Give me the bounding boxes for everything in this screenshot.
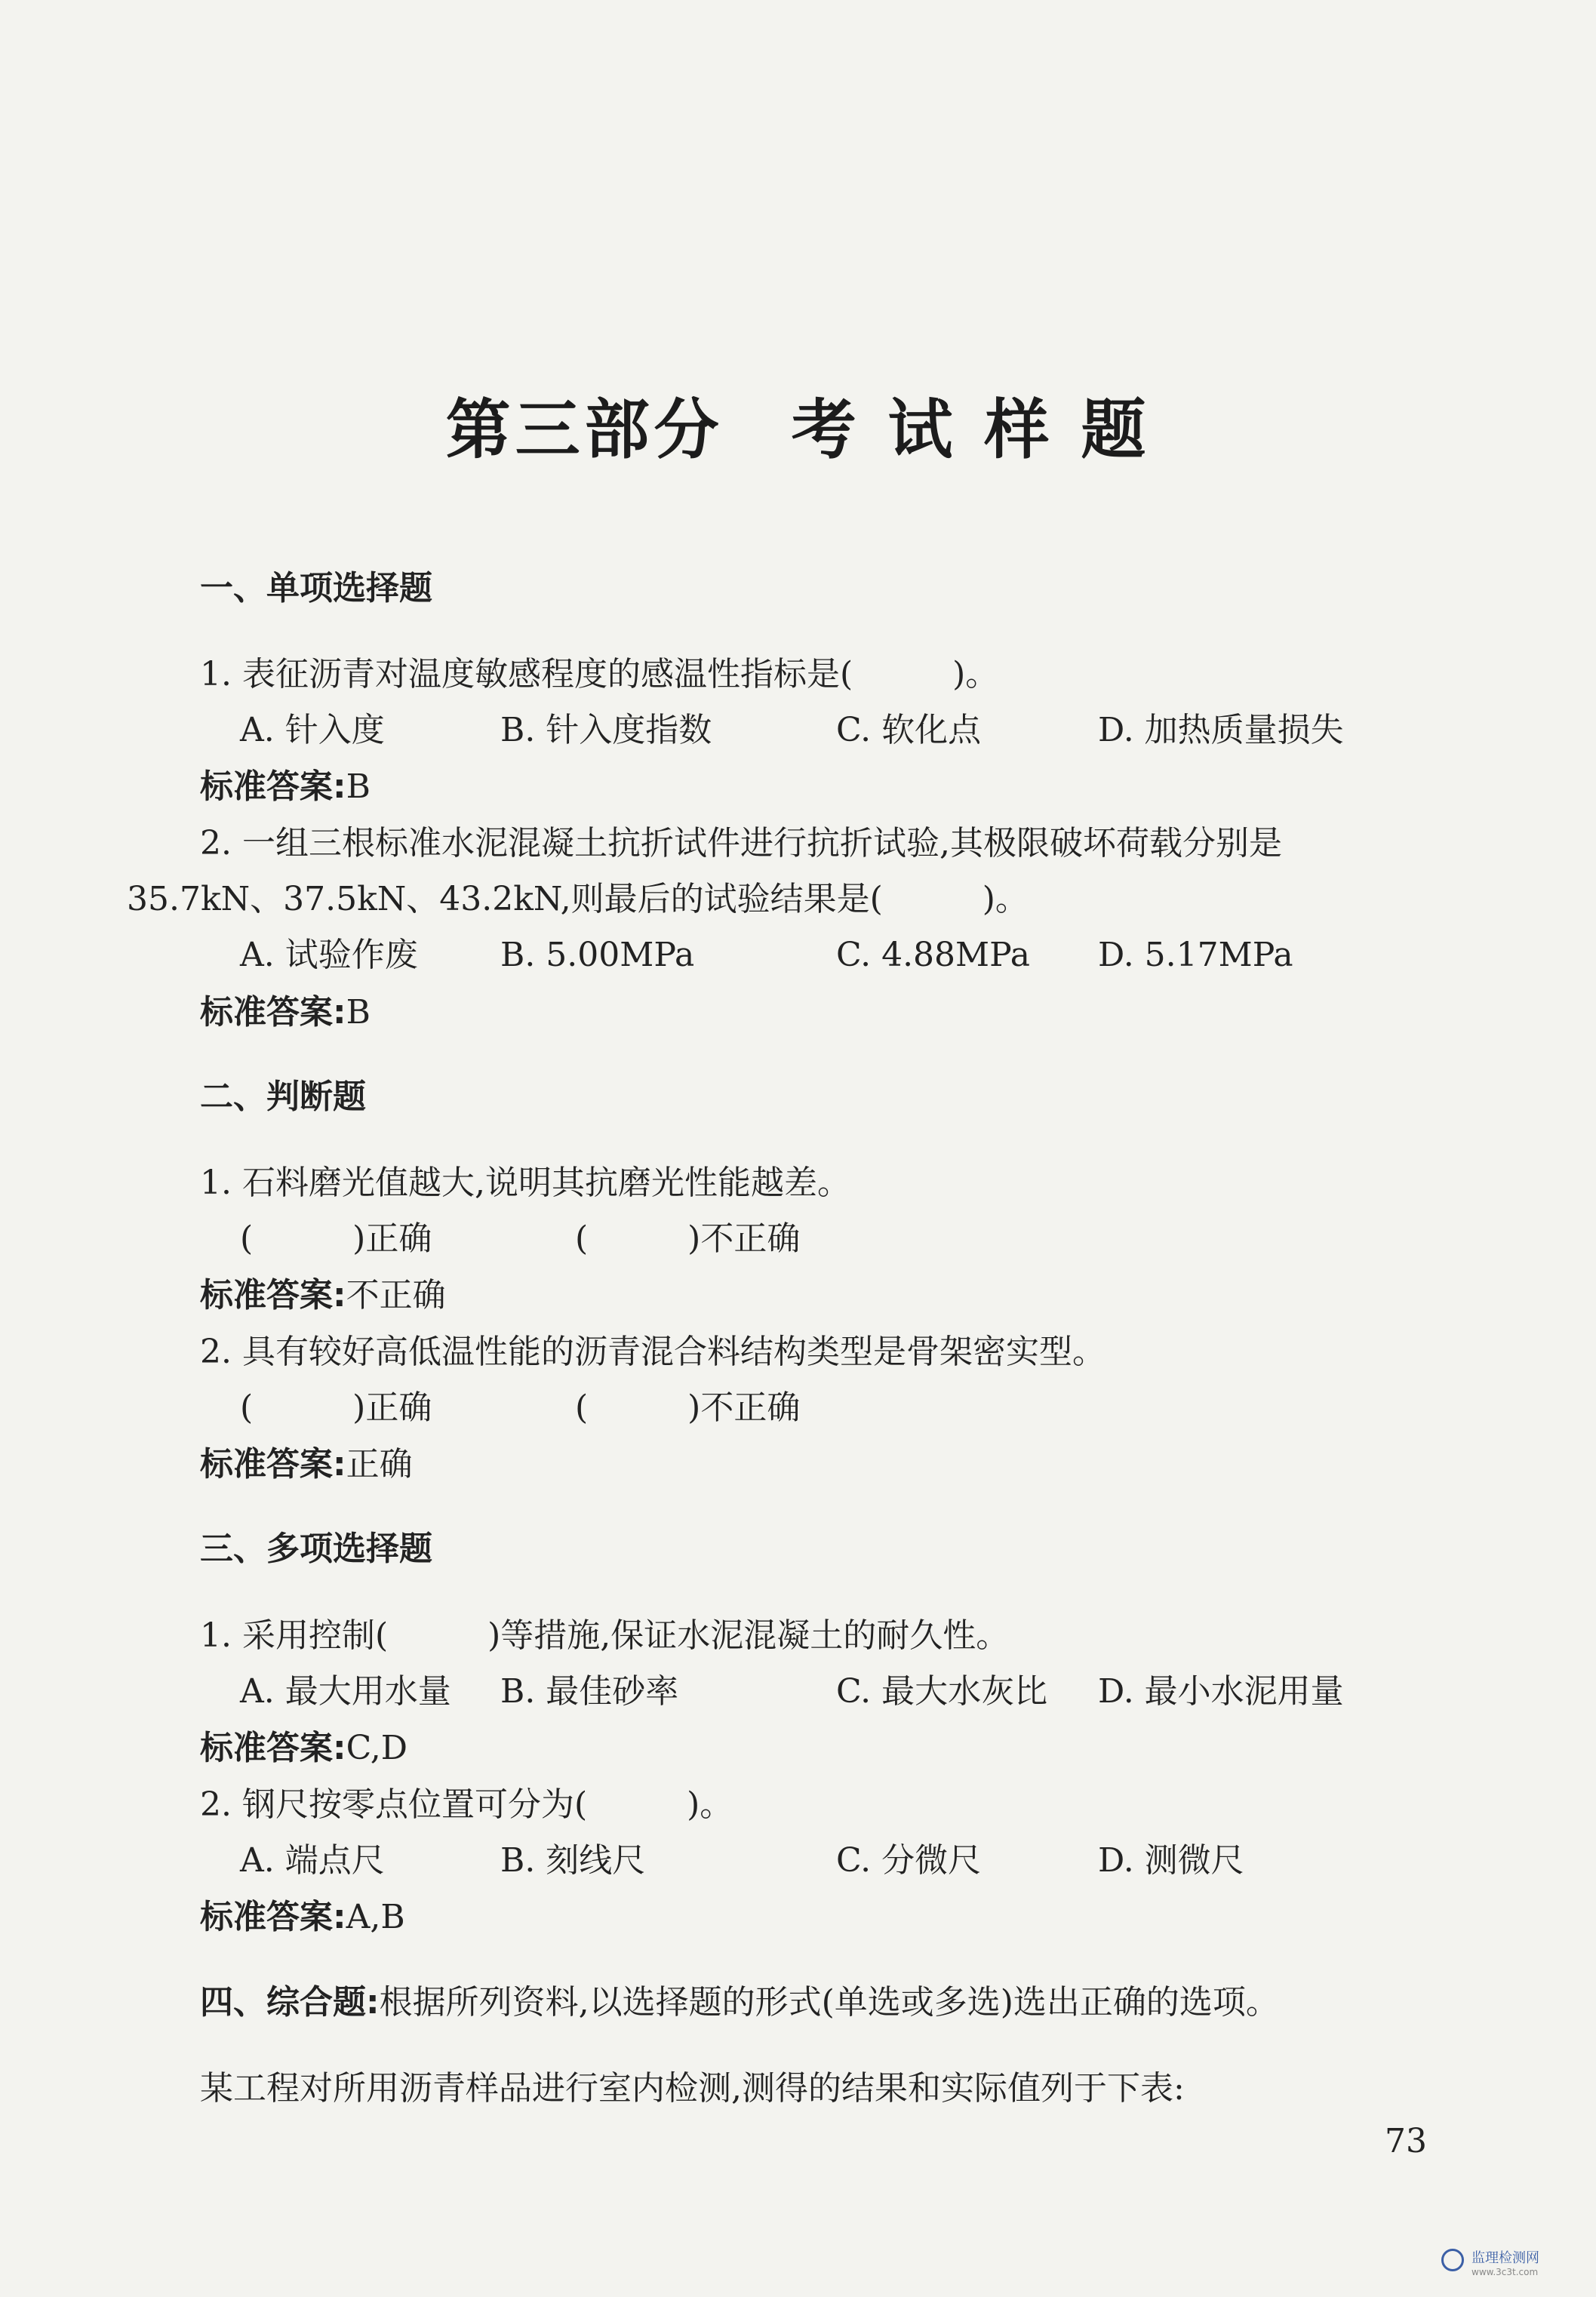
option-incorrect: ( )不正确 (575, 1388, 801, 1427)
answer-line (200, 1896, 405, 1939)
option-d: D. 最小水泥用量 (1098, 1672, 1344, 1711)
option-c: C. 4.88MPa (836, 936, 1030, 974)
option-a: A. 试验作废 (240, 936, 418, 974)
answer-line (200, 766, 371, 808)
page-title (0, 377, 1596, 471)
answer-label: 标准答案: (200, 1445, 346, 1484)
watermark-text: 监理检测网 (1471, 2250, 1539, 2266)
answer-label: 标准答案: (200, 1729, 346, 1767)
option-a: A. 最大用水量 (240, 1672, 451, 1711)
option-a: A. 端点尺 (240, 1841, 385, 1880)
answer-value: B (346, 993, 371, 1032)
question-text-continued: 35.7kN、37.5kN、43.2kN,则最后的试验结果是( )。 (127, 880, 1029, 918)
option-correct: ( )正确 (240, 1219, 432, 1258)
answer-label: 标准答案: (200, 1898, 346, 1936)
part-label: 第三部分 (445, 392, 724, 468)
option-d: D. 测微尺 (1098, 1841, 1244, 1880)
question-text: 1. 表征沥青对温度敏感程度的感温性指标是( )。 (200, 655, 999, 693)
answer-line (200, 992, 371, 1034)
option-b: B. 针入度指数 (500, 711, 712, 749)
section-heading-comprehensive (200, 1982, 1279, 2024)
watermark-url: www.3c3t.com (1471, 2267, 1539, 2277)
answer-value: B (346, 767, 371, 806)
question-text: 1. 采用控制( )等措施,保证水泥混凝土的耐久性。 (200, 1616, 1010, 1655)
question-text: 1. 石料磨光值越大,说明其抗磨光性能越差。 (200, 1164, 850, 1202)
answer-value: 正确 (346, 1445, 413, 1484)
question-text: 2. 具有较好高低温性能的沥青混合料结构类型是骨架密实型。 (200, 1333, 1106, 1371)
watermark-logo-icon (1441, 2249, 1464, 2271)
watermark (1471, 2247, 1539, 2277)
section-heading-description: 根据所列资料,以选择题的形式(单选或多选)选出正确的选项。 (379, 1983, 1279, 2022)
answer-label: 标准答案: (200, 1276, 346, 1315)
answer-value: A,B (346, 1898, 405, 1936)
section-heading-multiple-choice: 三、多项选择题 (200, 1530, 432, 1568)
question-text: 2. 一组三根标准水泥混凝土抗折试件进行抗折试验,其极限破坏荷载分别是 (200, 824, 1282, 863)
option-d: D. 加热质量损失 (1098, 711, 1344, 749)
page-number: 73 (1385, 2122, 1427, 2160)
section-heading-true-false: 二、判断题 (200, 1078, 366, 1116)
option-c: C. 最大水灰比 (836, 1672, 1048, 1711)
title-name: 考 试 样 题 (791, 392, 1151, 468)
answer-line (200, 1275, 446, 1317)
option-correct: ( )正确 (240, 1388, 432, 1427)
option-c: C. 软化点 (836, 711, 982, 749)
question-text: 2. 钢尺按零点位置可分为( )。 (200, 1785, 733, 1824)
option-b: B. 5.00MPa (500, 936, 695, 974)
section-heading-single-choice: 一、单项选择题 (200, 569, 432, 607)
section-heading-label: 四、综合题: (200, 1983, 380, 2022)
option-b: B. 刻线尺 (500, 1841, 646, 1880)
answer-label: 标准答案: (200, 767, 346, 806)
option-c: C. 分微尺 (836, 1841, 982, 1880)
answer-value: 不正确 (346, 1276, 446, 1315)
answer-value: C,D (346, 1729, 407, 1767)
option-b: B. 最佳砂率 (500, 1672, 679, 1711)
answer-line (200, 1444, 413, 1486)
answer-line (200, 1727, 407, 1770)
option-incorrect: ( )不正确 (575, 1219, 801, 1258)
option-a: A. 针入度 (240, 711, 385, 749)
intro-paragraph: 某工程对所用沥青样品进行室内检测,测得的结果和实际值列于下表: (200, 2069, 1185, 2108)
answer-label: 标准答案: (200, 993, 346, 1032)
option-d: D. 5.17MPa (1098, 936, 1293, 974)
